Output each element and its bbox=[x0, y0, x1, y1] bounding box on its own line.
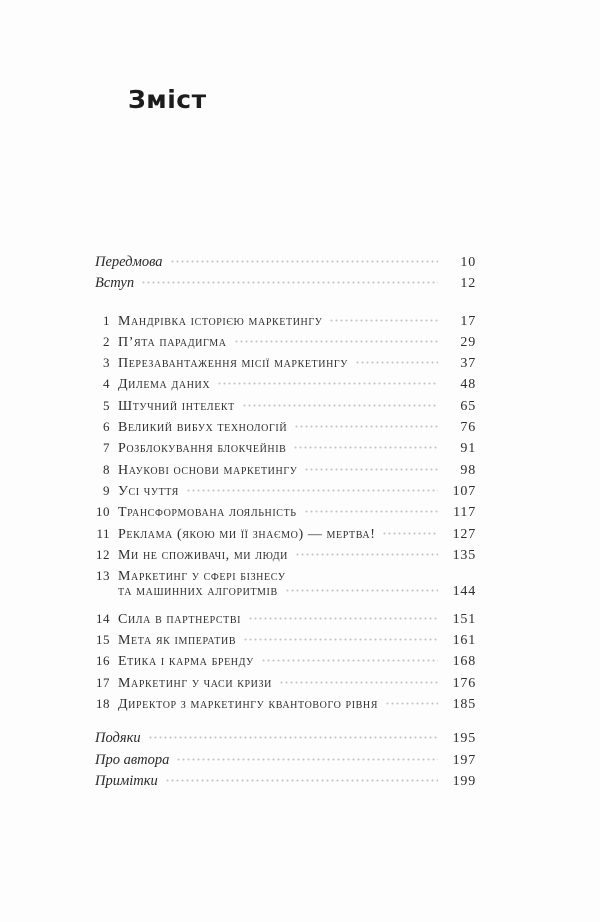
chapter-title: Наукові основи маркетингу bbox=[118, 462, 298, 478]
page-number: 17 bbox=[460, 313, 476, 329]
dot-leader bbox=[217, 377, 438, 388]
section-label: Вступ bbox=[95, 275, 135, 292]
section-label: Про автора bbox=[95, 751, 170, 768]
chapter-title: Трансформована лояльність bbox=[118, 505, 297, 521]
page-number: 151 bbox=[452, 611, 476, 627]
dot-leader bbox=[295, 548, 438, 559]
dot-leader bbox=[170, 255, 438, 266]
chapter-number: 7 bbox=[103, 440, 110, 456]
section-label: Передмова bbox=[95, 254, 163, 270]
page-number: 195 bbox=[452, 731, 476, 747]
toc-row bbox=[95, 459, 476, 480]
page-number: 117 bbox=[453, 505, 476, 521]
page-number: 48 bbox=[460, 377, 476, 393]
chapter-number: 18 bbox=[96, 695, 110, 711]
page-number: 135 bbox=[452, 547, 476, 563]
chapter-title: Штучний інтелект bbox=[118, 398, 235, 414]
page-number: 37 bbox=[460, 356, 476, 372]
toc-row bbox=[95, 331, 476, 352]
toc-row bbox=[95, 672, 476, 693]
dot-leader bbox=[186, 484, 438, 495]
chapter-title: Дилема даних bbox=[118, 377, 211, 393]
dot-leader bbox=[355, 356, 438, 367]
toc-row bbox=[95, 771, 476, 792]
toc-row bbox=[95, 650, 476, 671]
dot-leader bbox=[329, 314, 438, 325]
dot-leader bbox=[304, 505, 438, 516]
page-number: 107 bbox=[452, 483, 476, 499]
chapter-title: Мандрівка історією маркетингу bbox=[118, 313, 323, 329]
toc-row bbox=[95, 581, 476, 602]
page-number: 91 bbox=[460, 441, 476, 457]
page-number: 65 bbox=[460, 398, 476, 414]
chapter-number: 3 bbox=[103, 355, 110, 371]
chapter-title: Ми не споживачі, ми люди bbox=[118, 547, 288, 563]
dot-leader bbox=[248, 612, 438, 623]
chapter-title: П’ята парадигма bbox=[118, 334, 227, 350]
chapter-number: 8 bbox=[103, 461, 110, 477]
page-number: 12 bbox=[460, 276, 476, 292]
section-label: Подяки bbox=[95, 730, 141, 747]
chapter-number: 5 bbox=[103, 397, 110, 413]
toc-row bbox=[95, 395, 476, 416]
dot-leader bbox=[261, 654, 438, 665]
chapter-number: 12 bbox=[96, 546, 110, 562]
chapter-number: 11 bbox=[96, 525, 110, 541]
chapter-title: Розблокування блокчейнів bbox=[118, 441, 287, 457]
back-matter-list bbox=[95, 728, 476, 792]
toc-row bbox=[95, 273, 476, 294]
dot-leader bbox=[304, 463, 438, 474]
section-label: Примітки bbox=[95, 772, 158, 789]
toc-row bbox=[95, 629, 476, 650]
chapter-number: 10 bbox=[96, 504, 110, 520]
chapter-number: 17 bbox=[96, 674, 110, 690]
chapter-title: Реклама (якою ми її знаємо) — мертва! bbox=[118, 526, 376, 542]
chapter-number: 16 bbox=[96, 653, 110, 669]
page-number: 161 bbox=[452, 633, 476, 649]
chapter-title: Маркетинг у часи кризи bbox=[118, 675, 272, 691]
toc-row bbox=[95, 544, 476, 565]
page-number: 98 bbox=[460, 462, 476, 478]
toc-row bbox=[95, 416, 476, 437]
toc-row bbox=[95, 523, 476, 544]
chapter-title: Етика і карма бренду bbox=[118, 654, 254, 670]
toc-row bbox=[95, 480, 476, 501]
chapter-number: 6 bbox=[103, 419, 110, 435]
dot-leader bbox=[243, 633, 438, 644]
page-number: 76 bbox=[460, 420, 476, 436]
dot-leader bbox=[242, 399, 438, 410]
toc-row bbox=[95, 352, 476, 373]
chapter-title: Маркетинг у сфері бізнесу bbox=[118, 569, 286, 585]
toc-row bbox=[95, 608, 476, 629]
toc-row bbox=[95, 252, 476, 273]
chapter-title: Директор з маркетингу квантового рівня bbox=[118, 696, 378, 712]
page-number: 10 bbox=[460, 255, 476, 270]
page-number: 176 bbox=[452, 675, 476, 691]
toc-row bbox=[95, 373, 476, 394]
dot-leader bbox=[165, 774, 438, 785]
dot-leader bbox=[293, 441, 438, 452]
dot-leader bbox=[148, 731, 438, 742]
chapter-number: 4 bbox=[103, 376, 110, 392]
chapter-number: 14 bbox=[96, 610, 110, 626]
toc-row bbox=[95, 728, 476, 749]
page-number: 144 bbox=[452, 584, 476, 600]
page-number: 197 bbox=[452, 752, 476, 768]
page-title: Зміст bbox=[128, 85, 207, 114]
dot-leader bbox=[234, 335, 438, 346]
toc-row bbox=[95, 693, 476, 714]
chapter-number: 9 bbox=[103, 482, 110, 498]
dot-leader bbox=[385, 697, 438, 708]
toc-row bbox=[95, 750, 476, 771]
chapter-number: 2 bbox=[103, 333, 110, 349]
chapter-title-continued: та машинних алгоритмів bbox=[118, 584, 278, 600]
dot-leader bbox=[141, 276, 438, 287]
chapter-title: Сила в партнерстві bbox=[118, 611, 242, 627]
toc-row bbox=[95, 437, 476, 458]
page-number: 199 bbox=[452, 773, 476, 789]
toc-row bbox=[95, 501, 476, 522]
chapter-number: 15 bbox=[96, 632, 110, 648]
chapter-title: Великий вибух технологій bbox=[118, 420, 288, 436]
page-number: 185 bbox=[452, 696, 476, 712]
dot-leader bbox=[279, 676, 438, 687]
page-number: 29 bbox=[460, 334, 476, 350]
toc-row bbox=[95, 310, 476, 331]
chapter-title: Мета як імператив bbox=[118, 633, 237, 649]
page-number: 127 bbox=[452, 526, 476, 542]
page-number: 168 bbox=[452, 654, 476, 670]
chapter-list bbox=[95, 310, 476, 715]
chapter-number: 1 bbox=[103, 312, 110, 328]
chapter-title: Перезавантаження місії маркетингу bbox=[118, 356, 348, 372]
dot-leader bbox=[382, 527, 438, 538]
front-matter-list bbox=[95, 252, 476, 295]
dot-leader bbox=[294, 420, 438, 431]
chapter-number: 13 bbox=[96, 568, 110, 584]
table-of-contents bbox=[95, 252, 476, 792]
chapter-title: Усі чуття bbox=[118, 483, 179, 499]
dot-leader bbox=[285, 584, 438, 595]
dot-leader bbox=[176, 753, 438, 764]
